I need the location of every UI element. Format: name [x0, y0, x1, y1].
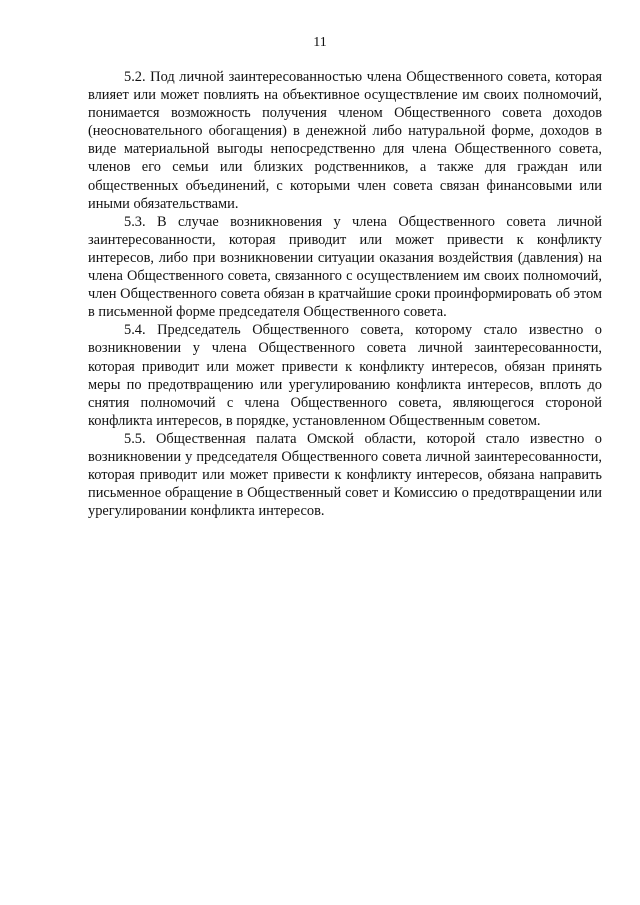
paragraph-5-4: 5.4. Председатель Общественного совета, которому стало известно о возникновении у члена Общественного совета личной заинтересованности, которая приводит или может привести к конфликту интересов, обязан принять меры по предотвращению или урегулированию конфликта интересов, вплоть до снятия полномочий с члена Общественного совета, являющегося стороной конфликта интересов, в порядке, установленном Общественным советом.	[88, 322, 602, 429]
document-body	[88, 68, 602, 520]
paragraph-5-5: 5.5. Общественная палата Омской области, которой стало известно о возникновении у председателя Общественного совета личной заинтересованности, которая приводит или может привести к конфликту интересов, обязана направить письменное обращение в Общественный совет и Комиссию о предотвращении или урегулировании конфликта интересов.	[88, 430, 602, 520]
paragraph-5-3: 5.3. В случае возникновения у члена Общественного совета личной заинтересованности, которая приводит или может привести к конфликту интересов, либо при возникновении ситуации оказания воздействия (давления) на члена Общественного совета, связанного с осуществлением им своих полномочий, член Общественного совета обязан в кратчайшие сроки проинформировать об этом в письменной форме председателя Общественного совета.	[88, 213, 602, 321]
paragraph-5-2: 5.2. Под личной заинтересованностью члена Общественного совета, которая влияет или может повлиять на объективное осуществление им своих полномочий, понимается возможность получения членом Общественного совета доходов (неосновательного обогащения) в денежной либо натуральной форме, доходов в виде материальной выгоды непосредственно для члена Общественного совета, членов его семьи или близких родственников, а также для граждан или общественных объединений, с которыми член совета связан финансовыми или иными обязательствами.	[88, 69, 602, 212]
page-number: 11	[313, 35, 327, 50]
